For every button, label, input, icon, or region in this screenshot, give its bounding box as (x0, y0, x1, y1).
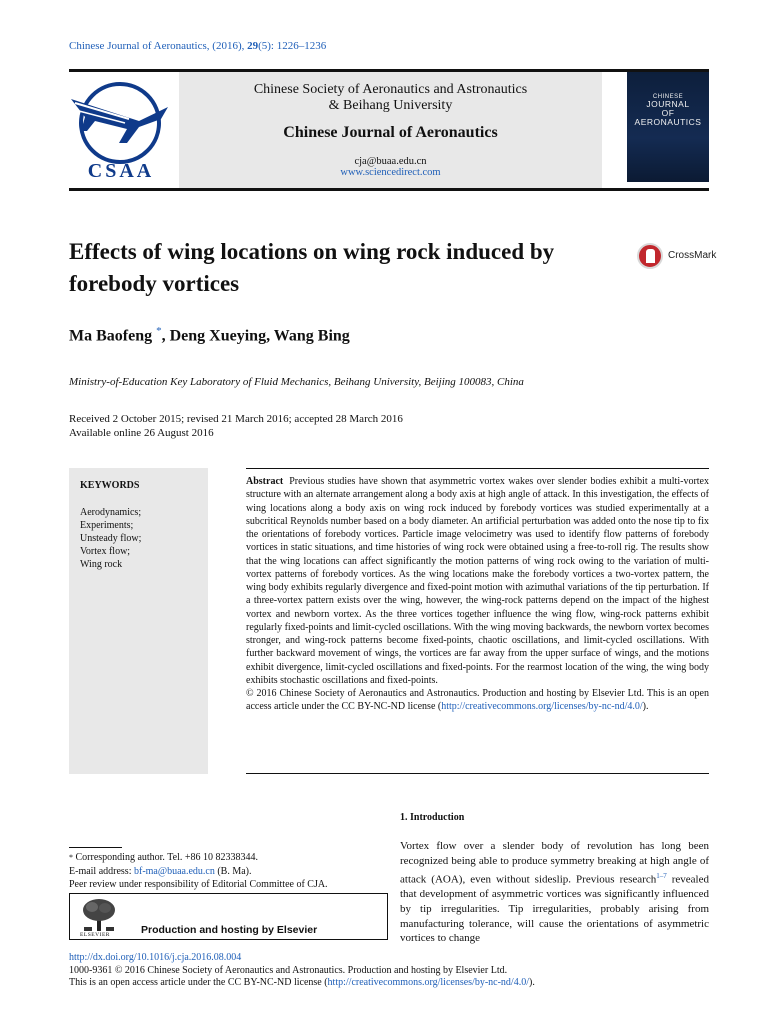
elsevier-production-text: Production and hosting by Elsevier (141, 924, 318, 936)
abstract-label: Abstract (246, 476, 284, 487)
keywords-box (69, 468, 208, 774)
page-footer (69, 952, 535, 990)
footnote-rule (69, 847, 122, 848)
reference-link[interactable]: 1–7 (656, 871, 667, 880)
author-first: Ma Baofeng (69, 327, 153, 345)
elsevier-wordmark: ELSEVIER (80, 932, 110, 938)
abstract (246, 475, 709, 714)
crossmark-label: CrossMark (668, 250, 717, 261)
email-note (69, 865, 389, 879)
corresponding-author-text: Corresponding author. Tel. +86 10 82338344. (75, 852, 259, 863)
cover-line-1: CHINESE (652, 94, 684, 100)
introduction-text (400, 839, 709, 946)
citation-pages: 1226–1236 (276, 40, 327, 52)
journal-name: Chinese Journal of Aeronautics (283, 124, 498, 141)
author-others: , Deng Xueying, Wang Bing (161, 327, 350, 345)
footer-license-link[interactable]: http://creativecommons.org/licenses/by-nc-nd/4.0/ (327, 977, 529, 988)
doi-link[interactable]: http://dx.doi.org/10.1016/j.cja.2016.08.004 (69, 952, 242, 963)
crossmark-button[interactable] (637, 242, 715, 270)
header-bottom-rule (69, 188, 709, 191)
email-suffix: (B. Ma). (217, 865, 252, 877)
keywords-list (80, 506, 208, 571)
abstract-bottom-rule (246, 773, 709, 774)
license-line-start: This is an open access article under the CC BY-NC-ND license ( (69, 977, 328, 988)
abstract-license-link[interactable]: http://creativecommons.org/licenses/by-nc-nd/4.0/ (441, 701, 643, 713)
abstract-copyright: © 2016 Chinese Society of Aeronautics and Astronautics. Production and hosting by Elsevier Ltd. This is an open access article under the CC BY-NC-ND license ( (246, 688, 709, 713)
citation-issue: (5): (258, 40, 274, 52)
issn-line: 1000-9361 © 2016 Chinese Society of Aeronautics and Astronautics. Production and hosting by Elsevier Ltd. (69, 964, 508, 976)
citation-volume: 29 (247, 40, 259, 52)
keyword-item: Wing rock (80, 559, 123, 570)
abstract-text: Previous studies have shown that asymmetric vortex wakes over slender bodies exhibit a multi-vortex structure with an alternate arrangement along a body axis at high angle of attack. In this investigation, the effects of wing locations along a body axis on wing rock induced by forebody vortices was studied experimentally at a subcritical Reynolds number based on a body diameter. An artificial perturbation was added onto the nose tip to fix the orientations of forebody vortices. Particle image velocimetry was used to identify flow patterns of forebody vortices in static situations, and time histories of wing rock were obtained using a free-to-roll rig. The results show that the wing locations can affect significantly the motion patterns of wing rock owing to the variation of multi-vortex patterns of forebody vortices. As the wing locations make the forebody vortices a two-vortex pattern, the wing body exhibits regularly divergence and fixed-point motion with azimuthal variations of the tip perturbation. If a three-vortex pattern exists over the wing, however, the wing-rock patterns depend on the impact of the highest vortex and newborn vortex. As the three vortices together influence the wing flow, wing-rock patterns exhibit regularly fixed-points and limit-cycled oscillations. With the wing moving backwards, the newborn vortex becomes stronger, and wing-rock patterns become fixed-points, chaotic oscillations, and limit-cycled oscillations. With further backward movement of wings, the vortices are far away from the upper surface of wings, and the motions exhibit divergence, limit-cycled oscillations and fixed-points. For the rearmost location of the wing, the wing body exhibits stochastic oscillations and fixed-points. (246, 476, 709, 686)
citation-year: (2016), (212, 40, 245, 52)
footnote-star: * (69, 853, 73, 862)
society-line-1: Chinese Society of Aeronautics and Astronautics (253, 82, 528, 97)
journal-email[interactable]: cja@buaa.edu.cn (354, 156, 427, 167)
article-title: Effects of wing locations on wing rock induced by forebody vortices (69, 239, 555, 296)
keyword-item: Vortex flow; (80, 546, 131, 557)
footnotes (69, 851, 389, 892)
keyword-item: Experiments; (80, 520, 134, 531)
cover-line-4: AERONAUTICS (634, 117, 702, 127)
journal-citation[interactable]: Chinese Journal of Aeronautics, (2016), 29(5): 1226–1236 (69, 40, 327, 52)
crossmark-icon (637, 243, 663, 269)
society-line-2: & Beihang University (328, 98, 453, 113)
keyword-item: Aerodynamics; (80, 507, 142, 518)
affiliation: Ministry-of-Education Key Laboratory of Fluid Mechanics, Beihang University, Beijing 100083, China (69, 376, 524, 388)
elsevier-tree-icon (80, 897, 118, 933)
introduction-heading: 1. Introduction (400, 812, 465, 823)
csaa-logo-text: CSAA (87, 160, 155, 182)
intro-text-start: Vortex flow over a slender body of revolution has long been recognized being able to produce symmetry breaking at high angle of attack (AOA), even without sideslip. Previous research (400, 840, 709, 886)
email-prefix: E-mail address: (69, 865, 132, 877)
article-dates (69, 412, 403, 440)
journal-website-link[interactable]: www.sciencedirect.com (340, 167, 441, 178)
license-line (69, 977, 535, 990)
cover-line-2: JOURNAL (646, 99, 690, 109)
intro-text-end: revealed that development of asymmetric vortices was significantly influenced by tip irregularities. Tip irregularities, probably arising from manufacturing tolerance, will cause the orientations of asymmetric vortices to change (400, 873, 709, 945)
author-list (69, 325, 350, 345)
citation-journal: Chinese Journal of Aeronautics (69, 40, 207, 52)
cover-line-3: OF (661, 108, 675, 118)
keyword-item: Unsteady flow; (80, 533, 142, 544)
abstract-top-rule (246, 468, 709, 469)
keywords-title: KEYWORDS (80, 480, 140, 491)
corresponding-author-marker[interactable]: * (156, 325, 162, 337)
journal-header (179, 72, 602, 188)
abstract-copyright-end: ). (642, 701, 649, 713)
license-line-end: ). (528, 977, 535, 988)
corresponding-author-note (69, 851, 389, 865)
journal-cover-image[interactable] (627, 72, 709, 182)
received-dates: Received 2 October 2015; revised 21 March 2016; accepted 28 March 2016 (69, 413, 403, 425)
author-email-link[interactable]: bf-ma@buaa.edu.cn (133, 865, 215, 877)
peer-review-note: Peer review under responsibility of Editorial Committee of CJA. (69, 879, 328, 890)
available-online-date: Available online 26 August 2016 (69, 427, 214, 439)
